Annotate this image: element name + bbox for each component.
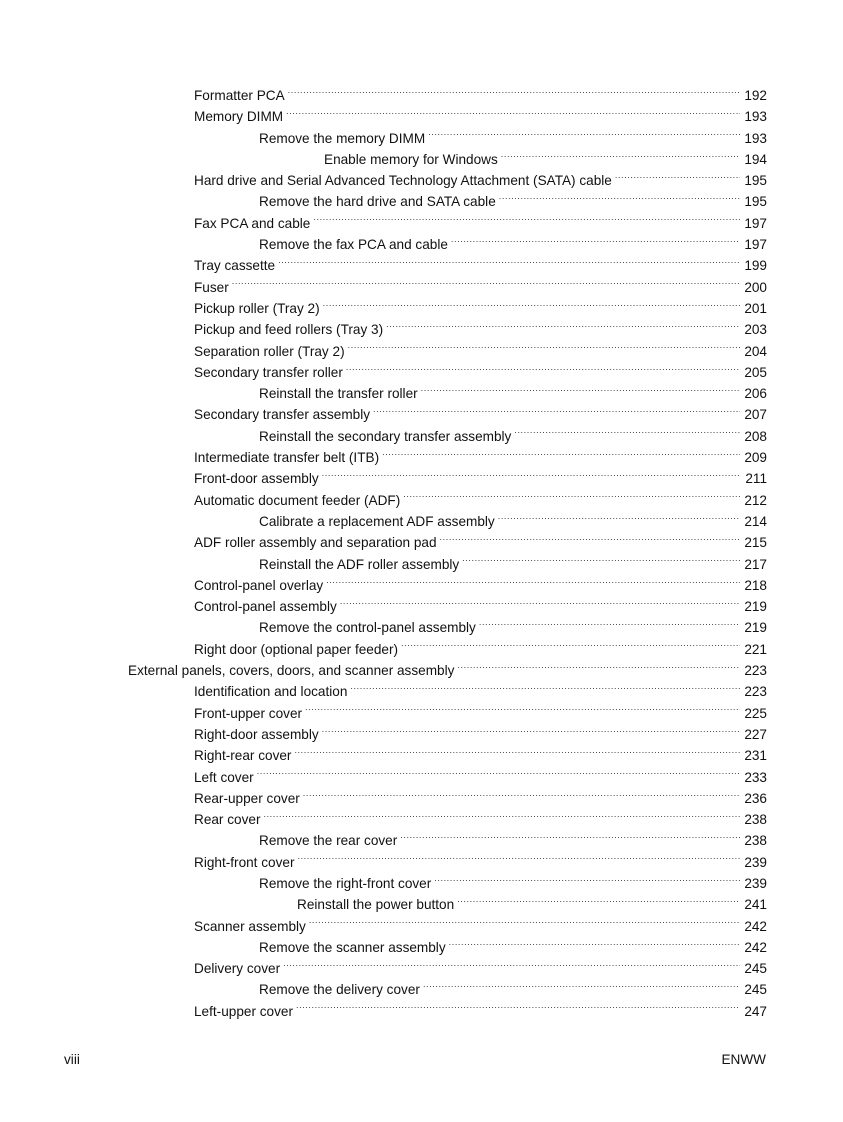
toc-entry-page: 245 — [744, 961, 767, 977]
toc-entry-page: 219 — [744, 599, 767, 615]
dot-leader — [401, 641, 740, 655]
toc-entry-line — [194, 468, 767, 489]
toc-entry[interactable] — [0, 106, 843, 127]
dot-leader — [326, 577, 740, 591]
dot-leader — [462, 556, 740, 570]
toc-entry[interactable] — [0, 554, 843, 575]
dot-leader — [286, 108, 740, 122]
toc-entry-page: 214 — [744, 513, 767, 529]
toc-entry-page: 207 — [744, 407, 767, 423]
toc-entry-page: 242 — [744, 918, 767, 934]
toc-entry-page: 192 — [744, 88, 767, 103]
toc-entry-page: 223 — [744, 663, 767, 679]
toc-entry-line — [194, 213, 767, 234]
toc-entry-line — [259, 617, 767, 638]
toc-entry[interactable] — [0, 830, 843, 851]
toc-entry-line — [324, 149, 767, 170]
dot-leader — [451, 236, 740, 250]
toc-entry-line — [194, 958, 767, 979]
toc-entry-page: 217 — [744, 556, 767, 572]
toc-entry-line — [194, 490, 767, 511]
toc-entry-line — [259, 128, 767, 149]
dot-leader — [457, 662, 740, 676]
toc-entry-line — [259, 191, 767, 212]
toc-entry[interactable] — [0, 873, 843, 894]
toc-entry-page: 221 — [744, 641, 767, 657]
toc-entry-line — [194, 106, 767, 127]
toc-entry-line — [194, 596, 767, 617]
toc-entry-page: 241 — [744, 897, 767, 913]
toc-entry[interactable] — [0, 490, 843, 511]
toc-entry-line — [194, 532, 767, 553]
toc-entry-title: Front-door assembly — [194, 471, 319, 487]
toc-entry-page: 203 — [744, 322, 767, 338]
toc-entry-title: Remove the memory DIMM — [259, 130, 426, 146]
dot-leader — [421, 385, 741, 399]
toc-entry[interactable] — [0, 894, 843, 915]
toc-entry-page: 208 — [744, 428, 767, 444]
dot-leader — [297, 854, 740, 868]
toc-entry-title: Reinstall the transfer roller — [259, 386, 418, 402]
dot-leader — [615, 172, 740, 186]
dot-leader — [423, 981, 740, 995]
toc-entry[interactable] — [0, 511, 843, 532]
dot-leader — [501, 151, 741, 165]
toc-entry-page: 239 — [744, 875, 767, 891]
toc-entry-title: Automatic document feeder (ADF) — [194, 492, 401, 508]
toc-entry-page: 206 — [744, 386, 767, 402]
toc-entry-line — [259, 830, 767, 851]
toc-entry-page: 205 — [744, 364, 767, 380]
toc-entry[interactable] — [0, 341, 843, 362]
toc-entry-title: Remove the right-front cover — [259, 875, 432, 891]
toc-entry[interactable] — [0, 234, 843, 255]
toc-entry-line — [194, 852, 767, 873]
toc-entry-page: 215 — [744, 535, 767, 551]
dot-leader — [457, 896, 740, 910]
toc-entry-title: Calibrate a replacement ADF assembly — [259, 513, 495, 529]
toc-entry[interactable] — [0, 575, 843, 596]
dot-leader — [400, 832, 740, 846]
toc-entry-title: Scanner assembly — [194, 918, 306, 934]
toc-entry-line — [194, 170, 767, 191]
toc-entry-line — [128, 660, 767, 681]
toc-entry-line — [194, 724, 767, 745]
toc-entry[interactable] — [0, 213, 843, 234]
toc-entry[interactable] — [0, 191, 843, 212]
toc-entry-page: 211 — [745, 471, 767, 487]
toc-entry-line — [194, 362, 767, 383]
toc-entry[interactable] — [0, 298, 843, 319]
toc-entry[interactable] — [0, 383, 843, 404]
dot-leader — [309, 918, 740, 932]
toc-entry-page: 195 — [744, 194, 767, 210]
toc-entry-line — [194, 767, 767, 788]
toc-entry-title: Control-panel assembly — [194, 599, 337, 615]
dot-leader — [294, 747, 740, 761]
toc-entry-title: Rear cover — [194, 812, 261, 828]
dot-leader — [514, 428, 740, 442]
toc-entry[interactable] — [0, 170, 843, 191]
toc-entry-title: Reinstall the power button — [297, 897, 455, 913]
toc-entry[interactable] — [0, 681, 843, 702]
toc-entry[interactable] — [0, 724, 843, 745]
toc-entry-line — [194, 916, 767, 937]
dot-leader — [278, 257, 740, 271]
dot-leader — [313, 215, 740, 229]
toc-entry[interactable] — [0, 149, 843, 170]
toc-entry[interactable] — [0, 596, 843, 617]
toc-entry-title: Enable memory for Windows — [324, 151, 498, 167]
toc-entry[interactable] — [0, 255, 843, 276]
dot-leader — [440, 534, 741, 548]
toc-entry-title: Reinstall the ADF roller assembly — [259, 556, 460, 572]
toc-entry-title: Separation roller (Tray 2) — [194, 343, 345, 359]
toc-entry-page: 199 — [744, 258, 767, 274]
toc-entry-title: Hard drive and Serial Advanced Technology Attachment (SATA) cable — [194, 173, 612, 189]
dot-leader — [386, 321, 740, 335]
dot-leader — [498, 513, 741, 527]
footer-label: ENWW — [721, 1052, 766, 1067]
toc-entry-line — [194, 85, 767, 106]
table-of-contents — [0, 85, 843, 1022]
toc-entry-title: Tray cassette — [194, 258, 276, 274]
toc-entry[interactable] — [0, 532, 843, 553]
toc-entry[interactable] — [0, 362, 843, 383]
toc-entry-line — [259, 426, 767, 447]
dot-leader — [449, 939, 741, 953]
toc-entry-line — [259, 511, 767, 532]
toc-entry[interactable] — [0, 979, 843, 1000]
dot-leader — [403, 492, 740, 506]
toc-entry-line — [297, 894, 767, 915]
toc-entry[interactable] — [0, 319, 843, 340]
toc-entry[interactable] — [0, 916, 843, 937]
toc-entry[interactable] — [0, 937, 843, 958]
toc-entry[interactable] — [0, 809, 843, 830]
toc-entry-page: 212 — [744, 492, 767, 508]
toc-entry-title: Identification and location — [194, 684, 348, 700]
toc-entry-line — [194, 681, 767, 702]
toc-entry[interactable] — [0, 617, 843, 638]
dot-leader — [283, 960, 740, 974]
toc-entry-line — [259, 873, 767, 894]
toc-entry-title: Remove the delivery cover — [259, 982, 420, 998]
toc-entry[interactable] — [0, 745, 843, 766]
toc-entry-line — [194, 788, 767, 809]
toc-entry-title: Pickup and feed rollers (Tray 3) — [194, 322, 384, 338]
toc-entry[interactable] — [0, 788, 843, 809]
toc-entry-title: Left cover — [194, 769, 254, 785]
toc-entry-title: Formatter PCA — [194, 88, 285, 103]
toc-entry[interactable] — [0, 703, 843, 724]
dot-leader — [322, 470, 742, 484]
toc-entry-line — [194, 447, 767, 468]
toc-entry-line — [259, 234, 767, 255]
dot-leader — [322, 726, 741, 740]
dot-leader — [263, 811, 740, 825]
dot-leader — [323, 300, 741, 314]
toc-entry-line — [259, 383, 767, 404]
toc-entry-line — [194, 745, 767, 766]
dot-leader — [303, 790, 741, 804]
toc-entry[interactable] — [0, 85, 843, 106]
toc-entry-page: 197 — [744, 237, 767, 253]
toc-entry-line — [259, 554, 767, 575]
toc-entry-title: Remove the rear cover — [259, 833, 398, 849]
toc-entry-page: 197 — [744, 215, 767, 231]
toc-entry-title: Remove the scanner assembly — [259, 939, 446, 955]
toc-entry[interactable] — [0, 767, 843, 788]
toc-entry-page: 219 — [744, 620, 767, 636]
toc-entry-title: External panels, covers, doors, and scanner assembly — [128, 663, 455, 679]
toc-entry-title: Right-front cover — [194, 854, 295, 870]
toc-entry-page: 236 — [744, 790, 767, 806]
toc-entry-page: 209 — [744, 450, 767, 466]
dot-leader — [350, 683, 740, 697]
toc-entry-title: Remove the control-panel assembly — [259, 620, 476, 636]
toc-entry[interactable] — [0, 426, 843, 447]
toc-entry-page: 201 — [744, 300, 767, 316]
toc-entry-line — [194, 703, 767, 724]
dot-leader — [296, 1003, 740, 1017]
toc-entry[interactable] — [0, 1001, 843, 1022]
toc-entry-line — [194, 575, 767, 596]
toc-entry-line — [194, 341, 767, 362]
toc-entry[interactable] — [0, 447, 843, 468]
dot-leader — [499, 193, 741, 207]
toc-entry-page: 204 — [744, 343, 767, 359]
toc-entry[interactable] — [0, 852, 843, 873]
dot-leader — [479, 619, 740, 633]
toc-entry-title: Left-upper cover — [194, 1003, 293, 1019]
toc-entry-title: ADF roller assembly and separation pad — [194, 535, 437, 551]
footer-page-number: viii — [64, 1052, 80, 1067]
toc-entry[interactable] — [0, 639, 843, 660]
dot-leader — [340, 598, 741, 612]
toc-entry[interactable] — [0, 277, 843, 298]
toc-entry-title: Fuser — [194, 279, 229, 295]
toc-entry-title: Front-upper cover — [194, 705, 303, 721]
toc-entry-line — [194, 319, 767, 340]
toc-entry[interactable] — [0, 404, 843, 425]
toc-entry-line — [259, 937, 767, 958]
dot-leader — [428, 130, 740, 144]
toc-entry-line — [259, 979, 767, 1000]
toc-entry-title: Intermediate transfer belt (ITB) — [194, 450, 380, 466]
toc-entry-line — [194, 404, 767, 425]
dot-leader — [348, 343, 741, 357]
toc-entry-page: 247 — [744, 1003, 767, 1019]
toc-entry-page: 233 — [744, 769, 767, 785]
toc-entry-line — [194, 298, 767, 319]
dot-leader — [257, 769, 741, 783]
toc-entry-title: Secondary transfer roller — [194, 364, 343, 380]
toc-entry[interactable] — [0, 958, 843, 979]
toc-entry-title: Right-door assembly — [194, 726, 319, 742]
toc-entry-title: Secondary transfer assembly — [194, 407, 371, 423]
toc-entry-page: 238 — [744, 812, 767, 828]
toc-entry-page: 193 — [744, 130, 767, 146]
toc-entry-page: 193 — [744, 109, 767, 125]
toc-entry-page: 238 — [744, 833, 767, 849]
toc-entry-title: Pickup roller (Tray 2) — [194, 300, 320, 316]
toc-entry-title: Rear-upper cover — [194, 790, 300, 806]
toc-entry-title: Right-rear cover — [194, 748, 292, 764]
dot-leader — [382, 449, 740, 463]
toc-entry[interactable] — [0, 468, 843, 489]
toc-entry-title: Memory DIMM — [194, 109, 284, 125]
dot-leader — [288, 87, 741, 101]
toc-entry-page: 242 — [744, 939, 767, 955]
dot-leader — [232, 279, 741, 293]
toc-entry-line — [194, 639, 767, 660]
toc-entry-line — [194, 809, 767, 830]
toc-entry-line — [194, 1001, 767, 1022]
toc-entry-page: 225 — [744, 705, 767, 721]
toc-entry-page: 200 — [744, 279, 767, 295]
dot-leader — [346, 364, 740, 378]
dot-leader — [373, 406, 740, 420]
toc-entry-line — [194, 255, 767, 276]
toc-entry-page: 239 — [744, 854, 767, 870]
toc-entry-title: Fax PCA and cable — [194, 215, 311, 231]
toc-entry-title: Remove the hard drive and SATA cable — [259, 194, 496, 210]
toc-entry-page: 194 — [744, 151, 767, 167]
toc-entry-title: Remove the fax PCA and cable — [259, 237, 448, 253]
toc-entry-title: Delivery cover — [194, 961, 281, 977]
toc-entry-page: 245 — [744, 982, 767, 998]
toc-entry-title: Reinstall the secondary transfer assembly — [259, 428, 512, 444]
dot-leader — [434, 875, 740, 889]
toc-entry[interactable] — [0, 660, 843, 681]
toc-entry-page: 223 — [744, 684, 767, 700]
toc-entry-line — [194, 277, 767, 298]
toc-entry-page: 218 — [744, 577, 767, 593]
dot-leader — [305, 705, 740, 719]
toc-entry-page: 195 — [744, 173, 767, 189]
toc-entry-page: 227 — [744, 726, 767, 742]
toc-entry-title: Right door (optional paper feeder) — [194, 641, 399, 657]
toc-entry[interactable] — [0, 128, 843, 149]
toc-entry-page: 231 — [744, 748, 767, 764]
toc-entry-title: Control-panel overlay — [194, 577, 324, 593]
